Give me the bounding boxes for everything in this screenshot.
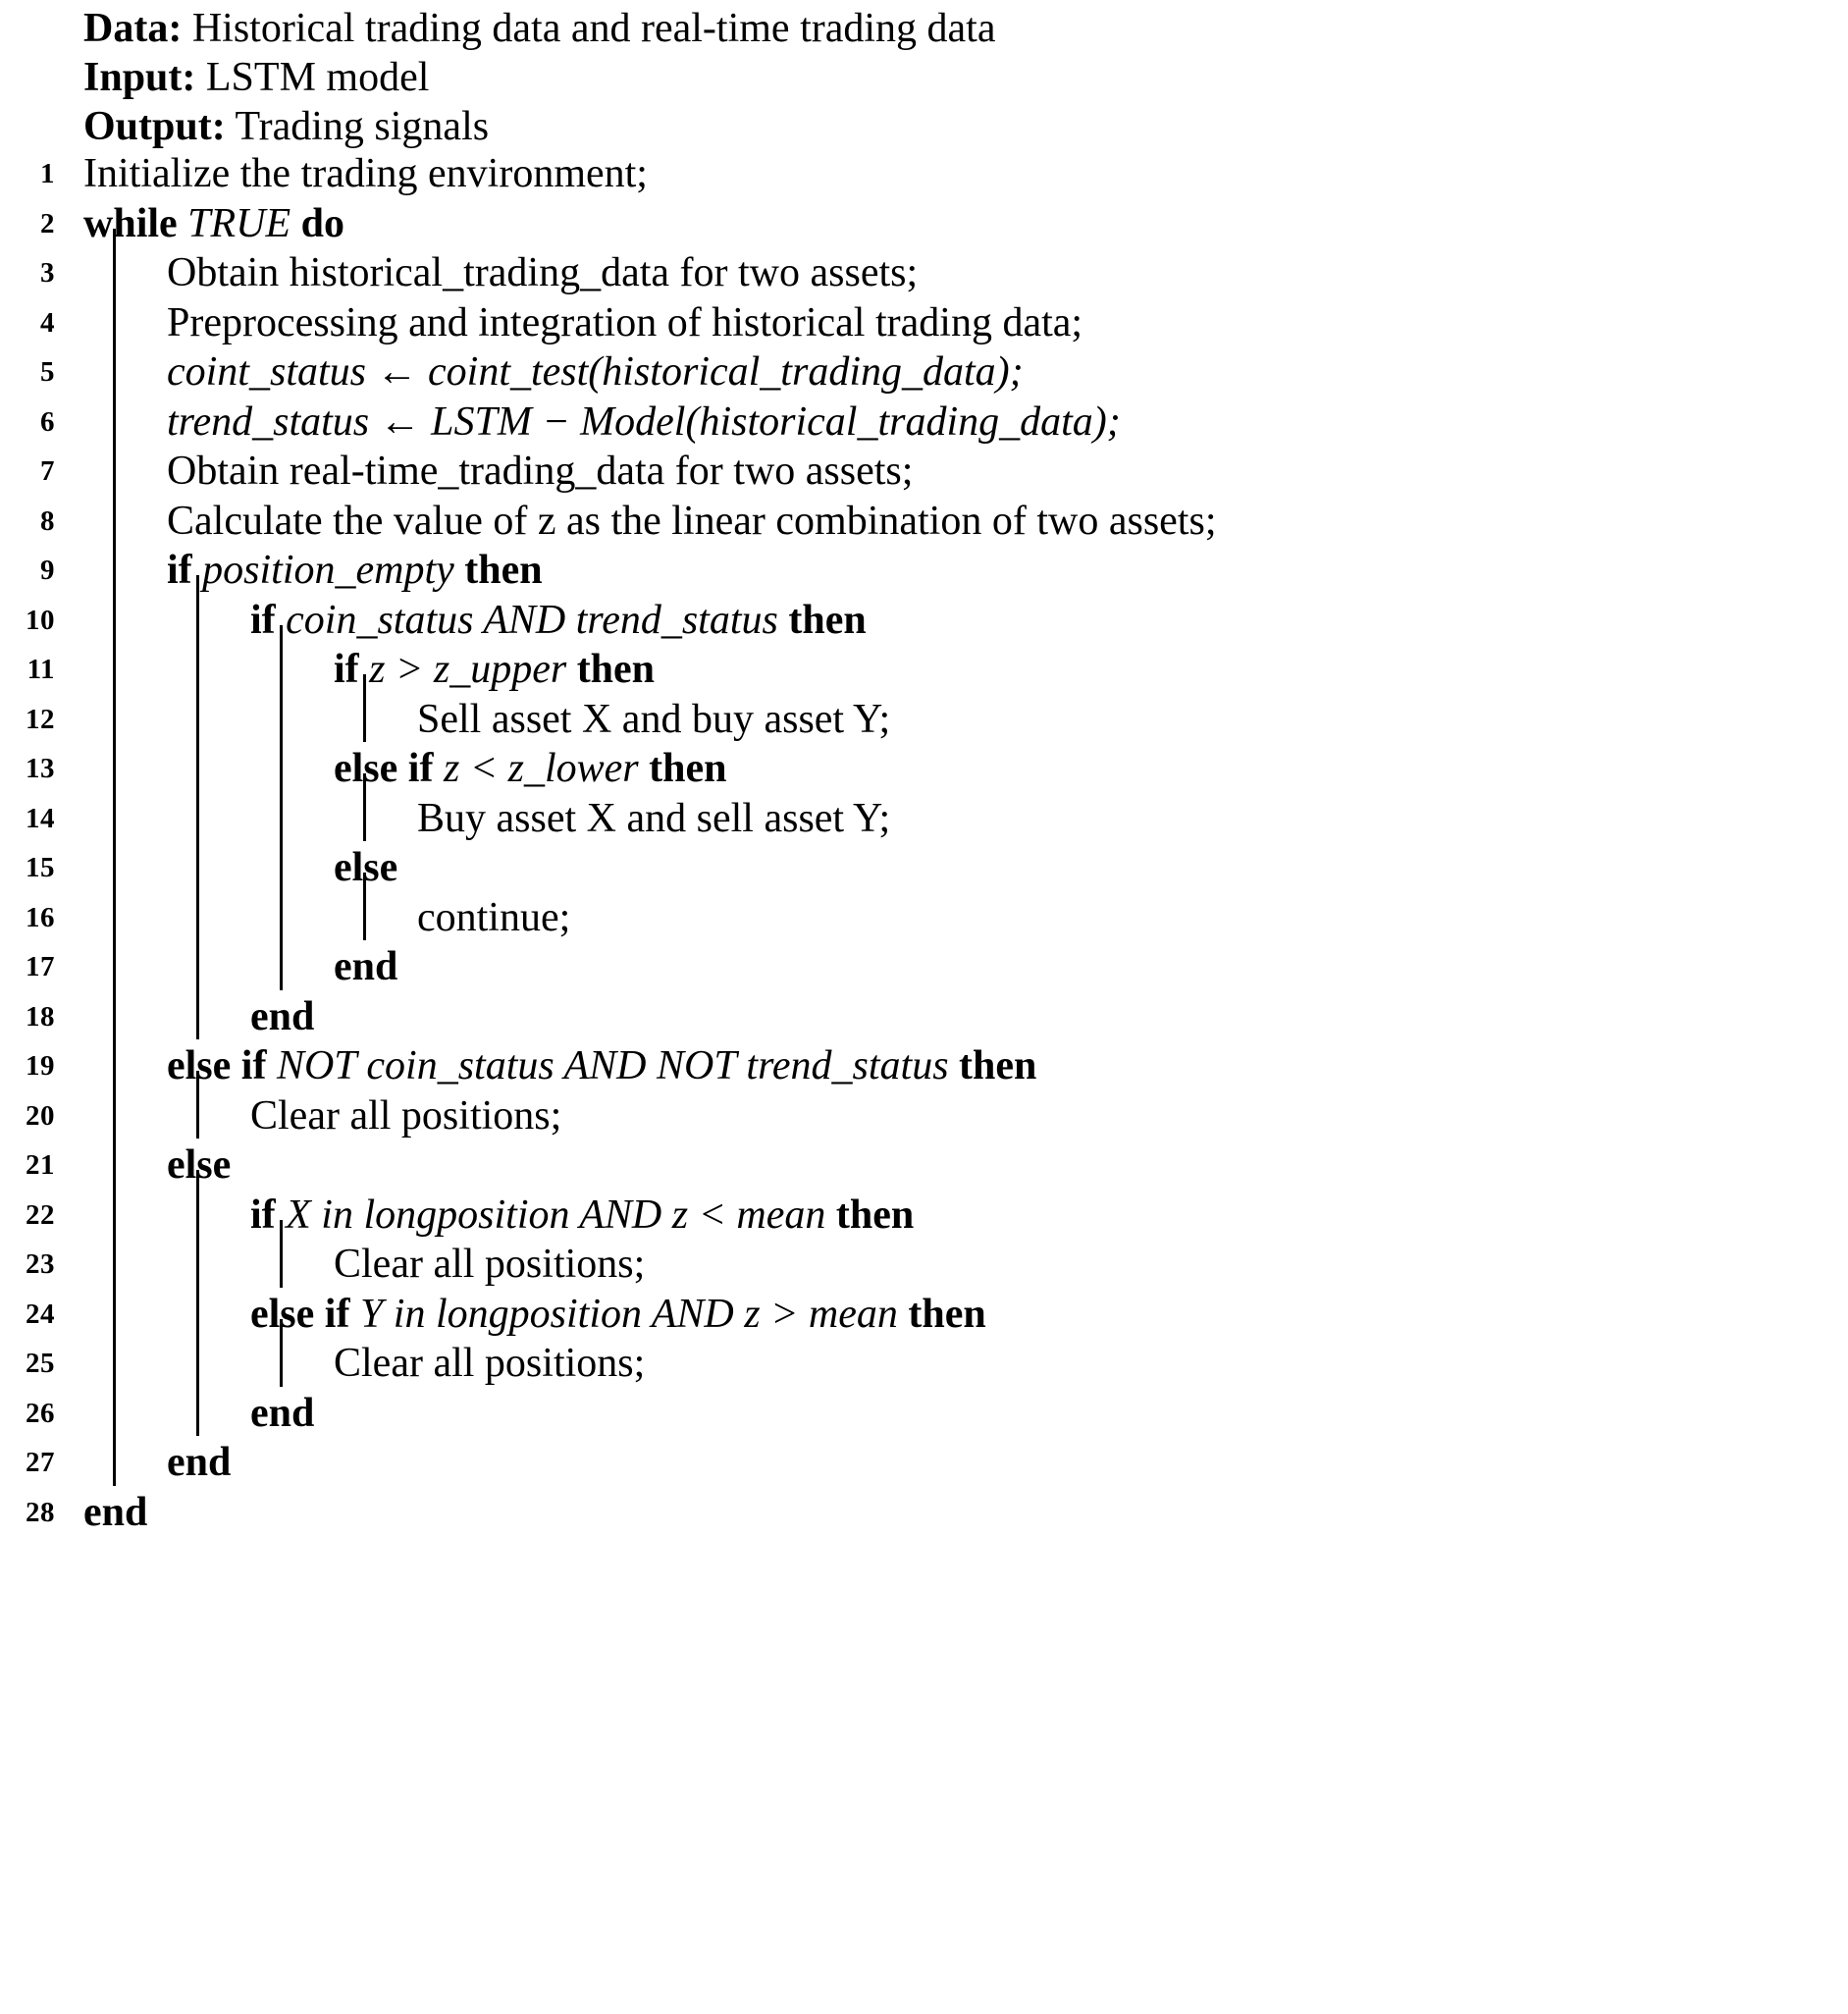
line-text: [334, 1339, 645, 1388]
line-fragment-it: coint_status ← coint_test(historical_trading_data);: [167, 349, 1024, 395]
line-number: 23: [26, 1248, 55, 1280]
line-text: [167, 1140, 231, 1190]
line-fragment-kw: if: [167, 548, 192, 593]
line-fragment-kw: else if: [167, 1043, 267, 1088]
line-text: [83, 1488, 147, 1537]
line-fragment-rm: Preprocessing and integration of historical trading data;: [167, 299, 1083, 345]
algorithm-line: [0, 843, 1848, 892]
line-fragment-kw: end: [167, 1440, 232, 1485]
line-fragment-kw: while: [83, 200, 178, 246]
algorithm-line: [0, 1091, 1848, 1140]
line-fragment-rm: Buy asset X and sell asset Y;: [417, 795, 891, 841]
header-line: [83, 4, 1848, 53]
line-fragment-kw: then: [576, 647, 656, 692]
line-number: 1: [40, 158, 55, 189]
line-fragment-kw: then: [649, 746, 727, 791]
line-text: [167, 398, 1121, 447]
line-fragment-it: TRUE: [177, 200, 301, 246]
line-number: 5: [40, 356, 55, 388]
line-number: 28: [26, 1496, 55, 1528]
line-text: [83, 149, 648, 198]
line-fragment-rm: Obtain real-time_trading_data for two assets;: [167, 449, 914, 494]
line-fragment-kw: then: [464, 548, 543, 593]
line-fragment-kw: if: [250, 597, 276, 643]
line-fragment-kw: end: [334, 944, 398, 989]
line-fragment-kw: do: [300, 200, 345, 246]
line-text: [167, 1041, 1036, 1090]
algorithm-line: [0, 199, 1848, 248]
line-number: 19: [26, 1050, 55, 1082]
line-fragment-rm: Clear all positions;: [334, 1341, 646, 1386]
line-text: [167, 546, 543, 595]
line-text: [250, 1091, 561, 1140]
line-text: [417, 893, 570, 942]
line-text: [167, 1438, 231, 1487]
line-fragment-rm: Calculate the value of z as the linear combination of two assets;: [167, 498, 1217, 544]
line-number: 24: [26, 1298, 55, 1330]
algorithm-line: [0, 1339, 1848, 1388]
algorithm-line: [0, 447, 1848, 496]
algorithm-line: [0, 298, 1848, 347]
header-line: [83, 53, 1848, 102]
line-fragment-kw: end: [250, 1390, 315, 1436]
line-number: 8: [40, 504, 55, 537]
line-fragment-kw: if: [334, 647, 359, 692]
line-number: 20: [26, 1099, 55, 1132]
line-number: 6: [40, 405, 55, 438]
line-text: [250, 596, 867, 645]
line-number: 18: [26, 1000, 55, 1033]
algorithm-line: [0, 1191, 1848, 1240]
line-fragment-kw: then: [908, 1291, 986, 1337]
line-text: [167, 347, 1024, 397]
line-fragment-kw: else: [167, 1142, 232, 1188]
algorithm-line: [0, 596, 1848, 645]
algorithm-line: [0, 893, 1848, 942]
line-fragment-it: NOT coin_status AND NOT trend_status: [266, 1043, 960, 1088]
line-fragment-rm: Initialize the trading environment;: [83, 151, 648, 196]
line-fragment-rm: Sell asset X and buy asset Y;: [417, 696, 891, 742]
algorithm-line: [0, 1290, 1848, 1339]
line-number: 21: [26, 1149, 55, 1181]
line-text: [334, 843, 397, 892]
header-keyword: Input:: [83, 55, 196, 100]
header-keyword: Data:: [83, 6, 183, 51]
line-text: [167, 497, 1216, 546]
line-number: 26: [26, 1397, 55, 1429]
algorithm-line: [0, 1041, 1848, 1090]
line-fragment-kw: end: [250, 993, 315, 1039]
line-number: 15: [26, 852, 55, 883]
line-number: 2: [40, 207, 55, 239]
algorithm-line: [0, 1240, 1848, 1289]
line-text: [334, 1240, 645, 1289]
line-number: 7: [40, 455, 55, 487]
line-number: 27: [26, 1447, 55, 1478]
line-number: 12: [26, 703, 55, 735]
algorithm-line: [0, 1488, 1848, 1537]
line-fragment-it: position_empty: [191, 548, 465, 593]
header-line: [83, 102, 1848, 151]
line-text: [250, 1290, 986, 1339]
line-number: 9: [40, 555, 55, 586]
line-number: 13: [26, 753, 55, 784]
line-number: 4: [40, 306, 55, 339]
line-fragment-kw: else if: [250, 1291, 350, 1337]
line-fragment-rm: Clear all positions;: [250, 1092, 562, 1139]
line-fragment-rm: continue;: [417, 894, 571, 940]
line-fragment-kw: then: [835, 1192, 915, 1238]
line-text: [250, 992, 314, 1041]
line-fragment-kw: else: [334, 845, 398, 890]
algorithm-line: [0, 347, 1848, 397]
line-text: [334, 645, 655, 694]
algorithm-line: [0, 546, 1848, 595]
line-text: [334, 942, 397, 991]
algorithm-line: [0, 645, 1848, 694]
line-number: 10: [26, 604, 55, 636]
header-text: Historical trading data and real-time trading data: [182, 6, 996, 51]
line-fragment-it: trend_status ← LSTM − Model(historical_trading_data);: [167, 398, 1121, 445]
line-text: [167, 447, 913, 496]
line-number: 3: [40, 257, 55, 289]
line-number: 22: [26, 1198, 55, 1231]
algorithm-line: [0, 1389, 1848, 1438]
line-fragment-it: X in longposition AND z < mean: [275, 1192, 836, 1238]
line-number: 11: [26, 654, 55, 685]
line-fragment-it: Y in longposition AND z > mean: [349, 1291, 909, 1337]
algorithm-line: [0, 497, 1848, 546]
line-fragment-kw: if: [250, 1192, 276, 1238]
line-number: 25: [26, 1348, 55, 1379]
line-fragment-rm: Clear all positions;: [334, 1242, 646, 1287]
header-text: LSTM model: [195, 55, 430, 100]
algorithm-line: [0, 744, 1848, 793]
algorithm-line: [0, 149, 1848, 198]
line-text: [334, 744, 727, 793]
line-fragment-it: coin_status AND trend_status: [275, 597, 789, 643]
line-number: 14: [26, 802, 55, 834]
header-text: Trading signals: [225, 104, 490, 149]
algorithm-line: [0, 398, 1848, 447]
line-text: [250, 1389, 314, 1438]
line-text: [167, 248, 918, 297]
line-fragment-kw: else if: [334, 746, 434, 791]
line-fragment-it: z < z_lower: [433, 746, 650, 791]
algorithm-line: [0, 695, 1848, 744]
line-fragment-kw: then: [788, 597, 867, 643]
algorithm-header: [83, 4, 1848, 151]
line-text: [417, 794, 890, 843]
line-fragment-kw: end: [83, 1489, 148, 1535]
header-keyword: Output:: [83, 104, 226, 149]
line-fragment-kw: then: [959, 1043, 1037, 1088]
algorithm-line: [0, 992, 1848, 1041]
line-fragment-rm: Obtain historical_trading_data for two assets;: [167, 250, 919, 295]
algorithm-line: [0, 942, 1848, 991]
line-text: [83, 199, 344, 248]
line-number: 17: [26, 951, 55, 982]
line-number: 16: [26, 901, 55, 933]
line-text: [167, 298, 1082, 347]
line-fragment-it: z > z_upper: [358, 647, 577, 692]
algorithm-line: [0, 1140, 1848, 1190]
algorithm-line: [0, 1438, 1848, 1487]
algorithm-line: [0, 248, 1848, 297]
line-text: [417, 695, 890, 744]
line-text: [250, 1191, 914, 1240]
algorithm-line: [0, 794, 1848, 843]
